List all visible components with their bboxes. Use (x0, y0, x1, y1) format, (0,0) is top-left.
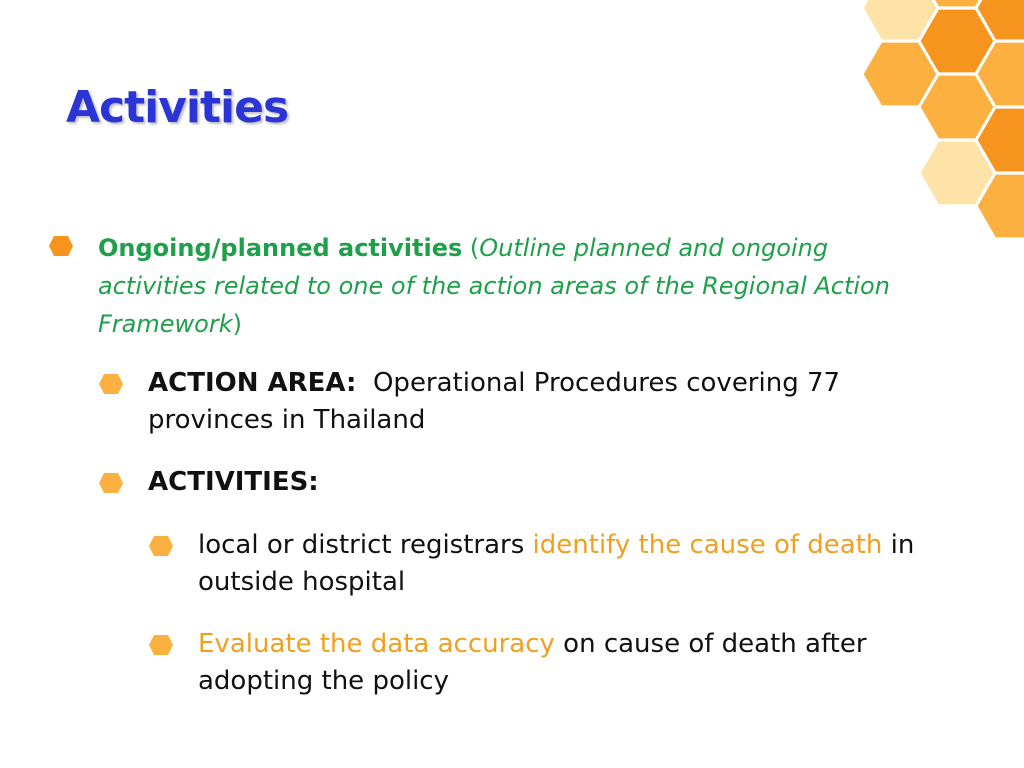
ongoing-description: Outline planned and ongoing activities related to one of the action areas of the Regional Action Framework (98, 234, 890, 338)
hexagon-bullet-icon (148, 634, 174, 656)
hexagon-bullet-icon (98, 373, 124, 395)
activity-item (148, 626, 968, 700)
activity-text-after: on cause of death after adopting the policy (198, 629, 867, 696)
bullet-ongoing-activities (48, 229, 928, 343)
bullet-action-area (98, 365, 918, 439)
activity-item (148, 527, 968, 601)
hexagon-bullet-icon (98, 472, 124, 494)
action-area-value: Operational Procedures covering 77 provinces in Thailand (148, 368, 841, 435)
activity-text-before: local or district registrars (198, 530, 533, 560)
close-paren: ) (232, 310, 242, 338)
hexagon-bullet-icon (148, 535, 174, 557)
slide-title: Activities (66, 82, 289, 133)
bullet-ongoing-text (98, 229, 928, 343)
hexagon-bullet-icon (48, 235, 74, 257)
activities-label: ACTIVITIES: (148, 467, 319, 497)
activity-highlight: identify the cause of death (532, 530, 883, 560)
bullet-activities (98, 464, 918, 501)
activity-text-after: in outside hospital (198, 530, 915, 597)
open-paren: ( (462, 234, 480, 262)
activity-highlight: Evaluate the data accuracy (198, 629, 555, 659)
action-area-label: ACTION AREA: (148, 368, 357, 398)
ongoing-label: Ongoing/planned activities (98, 234, 463, 262)
